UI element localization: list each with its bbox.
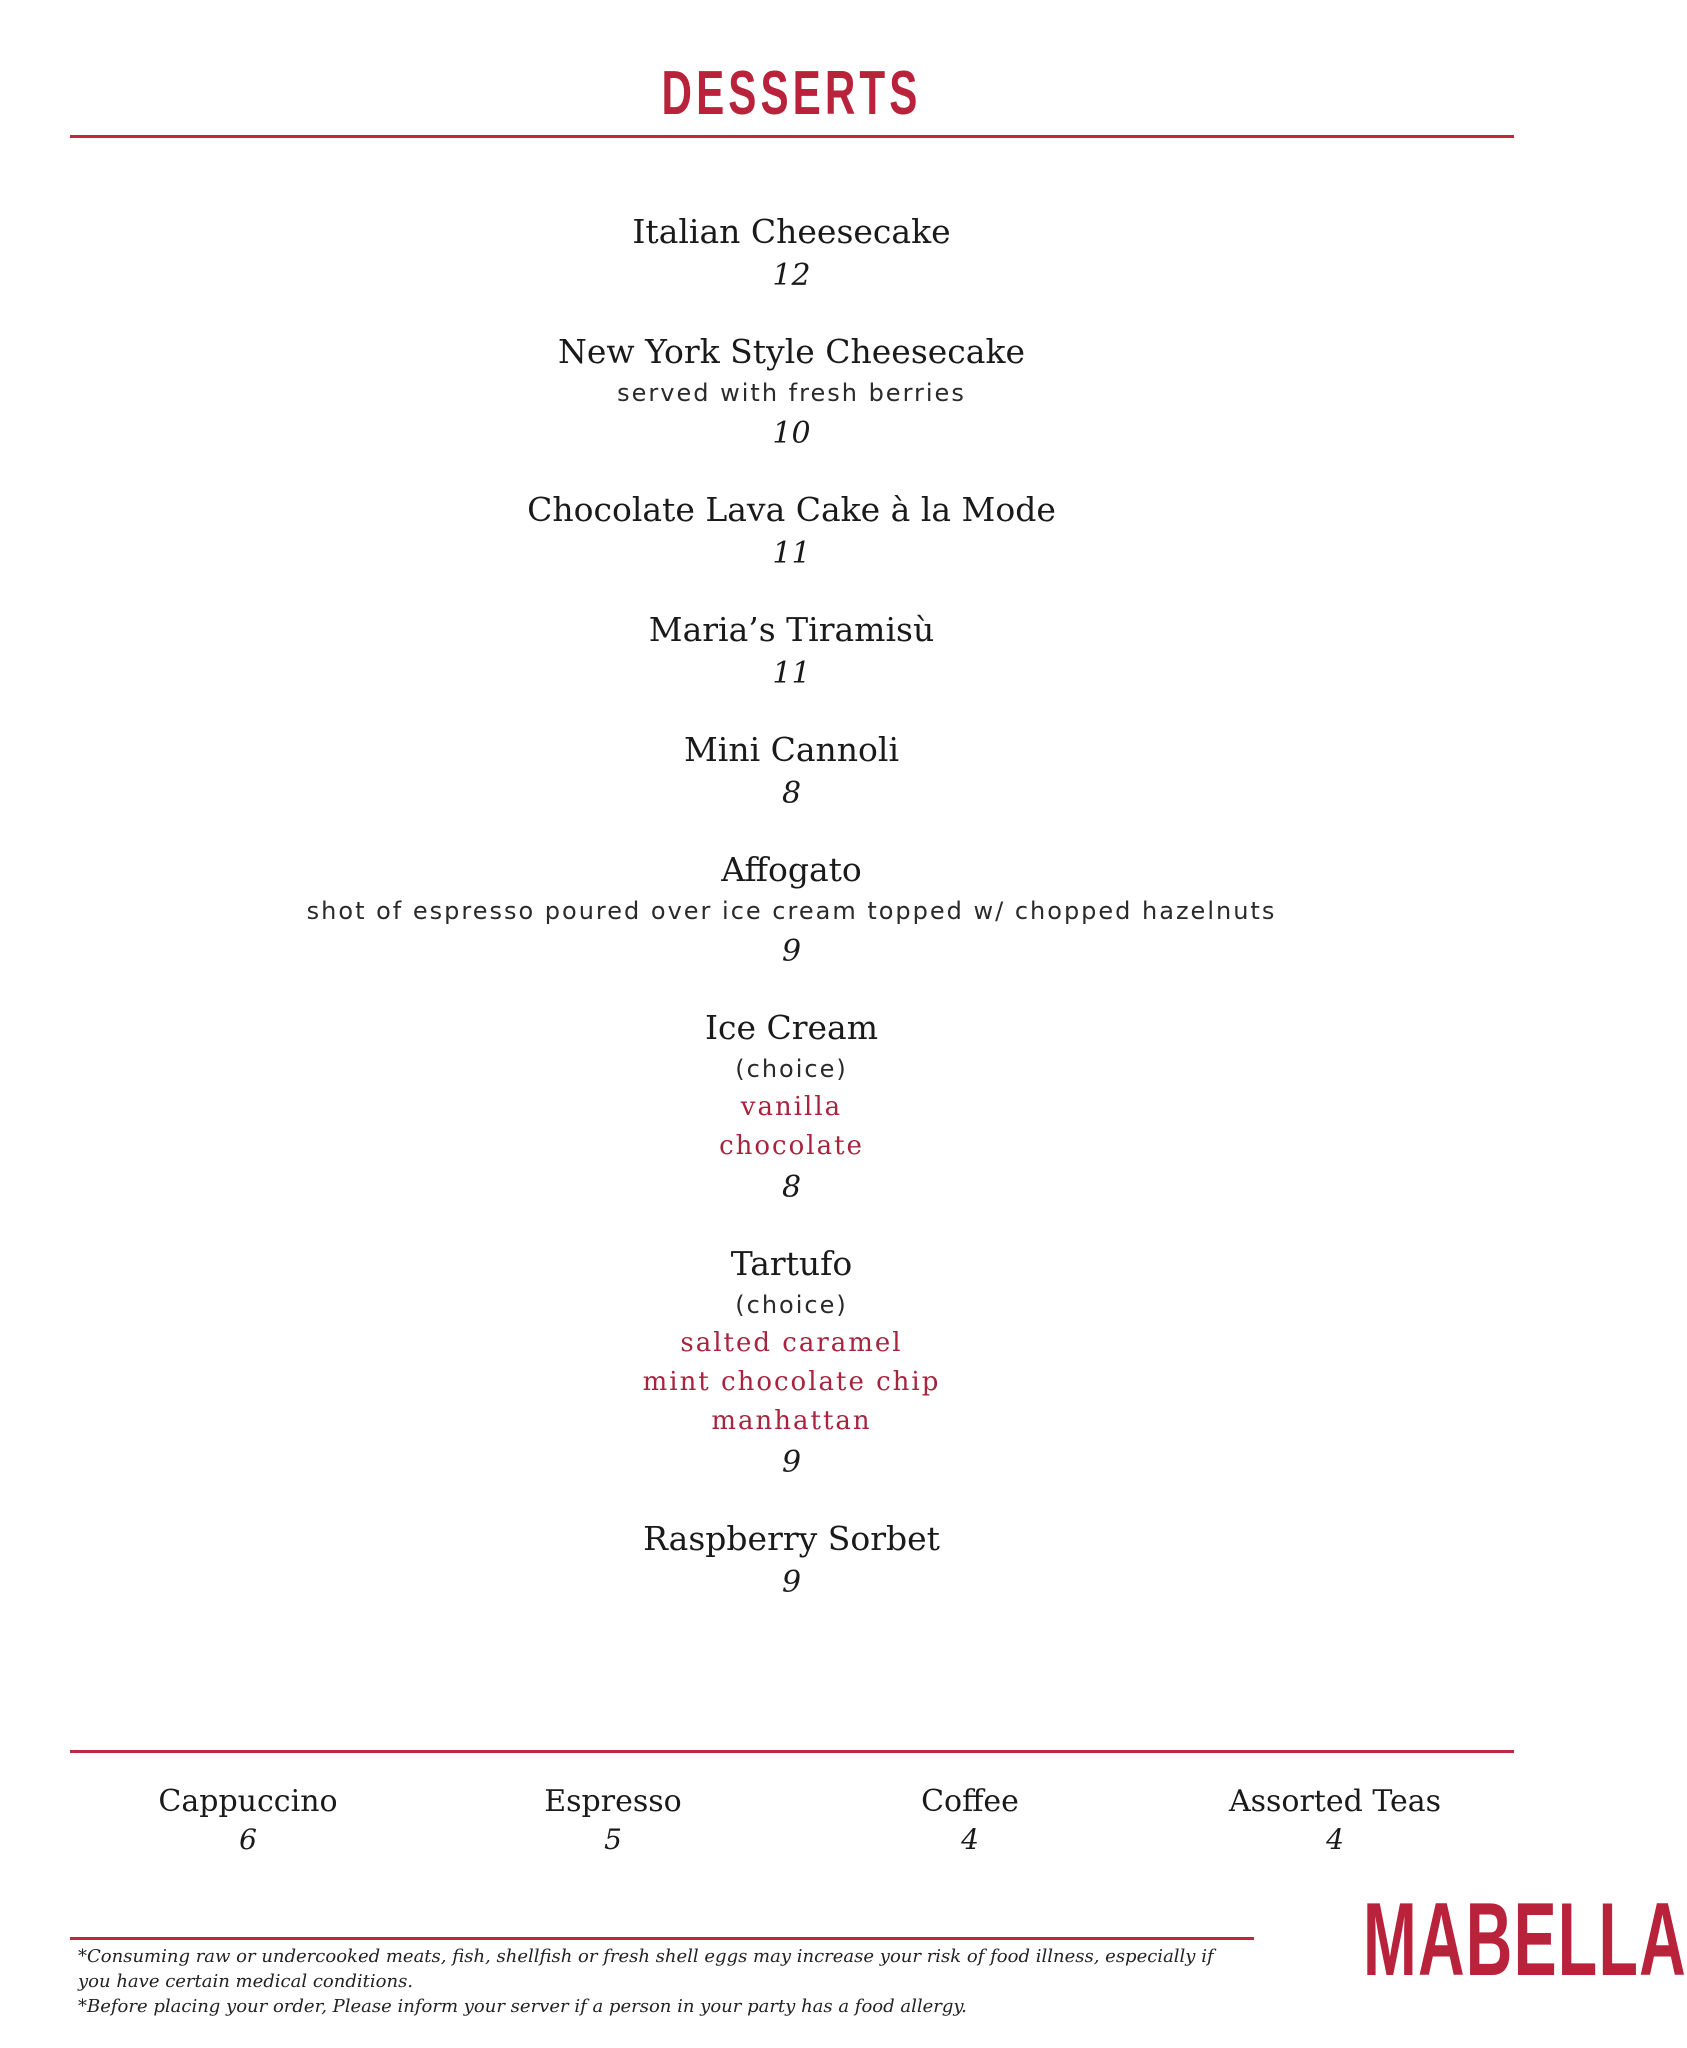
drink-price: 6 xyxy=(239,1823,257,1856)
item-choice: vanilla xyxy=(740,1092,843,1122)
menu-item xyxy=(0,1517,1583,1605)
page-title: DESSERTS xyxy=(661,59,922,128)
top-divider xyxy=(70,135,1514,138)
brand-logo: MABELLA xyxy=(1363,1882,1687,1998)
item-name: Italian Cheesecake xyxy=(632,212,951,251)
drink-item xyxy=(810,1782,1130,1858)
item-price: 8 xyxy=(781,776,802,811)
item-choice: mint chocolate chip xyxy=(642,1367,941,1397)
drink-price: 4 xyxy=(1326,1823,1344,1856)
drink-name: Cappuccino xyxy=(158,1784,338,1819)
item-name: New York Style Cheesecake xyxy=(558,332,1025,371)
item-name: Ice Cream xyxy=(704,1008,879,1047)
menu-item xyxy=(0,488,1583,576)
item-price: 12 xyxy=(772,258,811,293)
menu-item xyxy=(0,1242,1583,1485)
menu-item xyxy=(0,210,1583,298)
item-description: served with fresh berries xyxy=(617,379,966,407)
menu-item xyxy=(0,848,1583,974)
menu-item xyxy=(0,608,1583,696)
footer-divider xyxy=(70,1937,1254,1940)
item-description: (choice) xyxy=(735,1291,848,1319)
drink-item xyxy=(88,1782,408,1858)
item-price: 11 xyxy=(772,656,811,691)
item-description: (choice) xyxy=(735,1055,848,1083)
disclaimer xyxy=(78,1944,1248,2019)
drink-item xyxy=(1175,1782,1495,1858)
item-price: 9 xyxy=(781,1565,802,1600)
drink-price: 5 xyxy=(604,1823,622,1856)
drink-name: Assorted Teas xyxy=(1228,1784,1442,1819)
item-price: 9 xyxy=(781,1445,802,1480)
item-name: Raspberry Sorbet xyxy=(643,1519,940,1558)
drinks-divider xyxy=(70,1750,1514,1753)
item-name: Tartufo xyxy=(730,1244,853,1283)
item-description: shot of espresso poured over ice cream topped w/ chopped hazelnuts xyxy=(306,897,1277,925)
item-choice: manhattan xyxy=(711,1406,872,1436)
menu-item xyxy=(0,1006,1583,1210)
drink-item xyxy=(453,1782,773,1858)
drinks-row xyxy=(0,1782,1583,1862)
dessert-menu xyxy=(0,210,1583,1605)
drink-name: Espresso xyxy=(544,1784,682,1819)
menu-item xyxy=(0,330,1583,456)
item-price: 8 xyxy=(781,1170,802,1205)
item-name: Affogato xyxy=(721,850,862,889)
item-name: Mini Cannoli xyxy=(683,730,900,769)
item-choice: salted caramel xyxy=(680,1328,903,1358)
disclaimer-raw-food: *Consuming raw or undercooked meats, fish, shellfish or fresh shell eggs may increase your risk of food illness, especially if you have certain medical conditions. xyxy=(78,1946,1214,1992)
item-choice: chocolate xyxy=(719,1131,864,1161)
disclaimer-allergy: *Before placing your order, Please inform your server if a person in your party has a food allergy. xyxy=(78,1996,967,2017)
item-price: 11 xyxy=(772,536,811,571)
drink-name: Coffee xyxy=(921,1784,1019,1819)
menu-item xyxy=(0,728,1583,816)
item-price: 10 xyxy=(772,416,811,451)
drink-price: 4 xyxy=(961,1823,979,1856)
item-name: Maria’s Tiramisù xyxy=(648,610,935,649)
item-price: 9 xyxy=(781,934,802,969)
item-name: Chocolate Lava Cake à la Mode xyxy=(527,490,1056,529)
